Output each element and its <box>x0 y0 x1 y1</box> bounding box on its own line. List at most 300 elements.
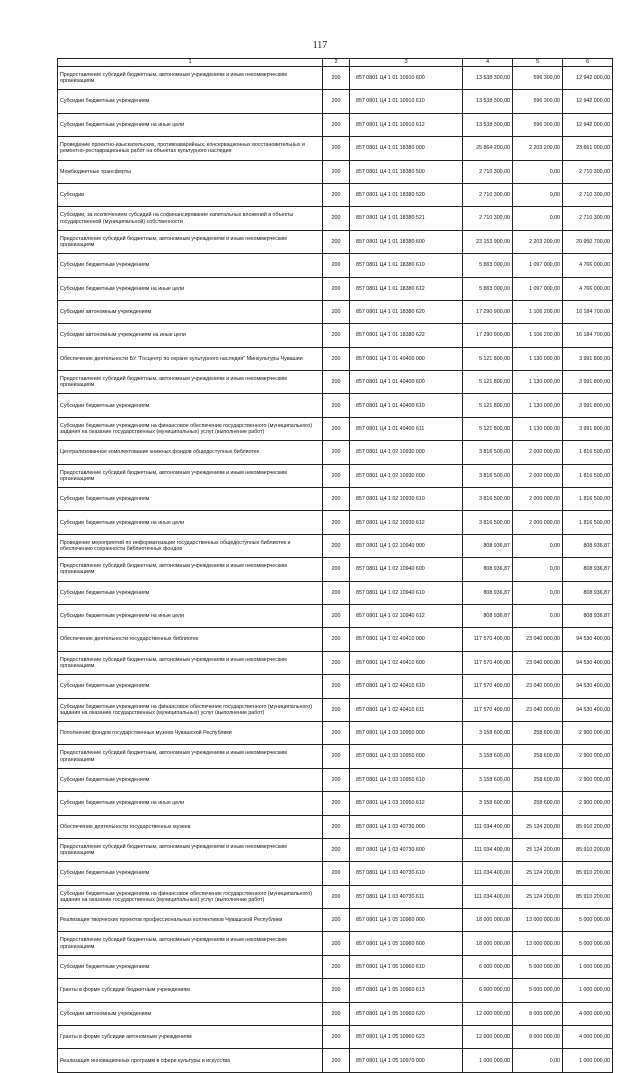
row-name: Субсидии бюджетным учреждениям <box>58 768 323 791</box>
table-row <box>58 932 613 955</box>
row-amount-total: 16 184 700,00 <box>563 324 613 347</box>
row-amount-change: 1 130 000,00 <box>513 347 563 370</box>
table-row <box>58 1049 613 1072</box>
row-amount-plan: 25 864 200,00 <box>463 137 513 160</box>
row-classification-code: 857 0801 Ц4 1 03 10950 612 <box>350 792 463 815</box>
column-header: 1 <box>58 59 323 67</box>
row-name: Субсидии автономным учреждениям <box>58 1002 323 1025</box>
row-amount-change: 258 600,00 <box>513 792 563 815</box>
row-classification-code: 857 0801 Ц4 1 02 10930 600 <box>350 464 463 487</box>
row-code: 200 <box>323 67 350 90</box>
row-code: 200 <box>323 277 350 300</box>
row-amount-plan: 6 000 000,00 <box>463 955 513 978</box>
row-amount-total: 94 530 400,00 <box>563 628 613 651</box>
row-amount-change: 23 040 000,00 <box>513 628 563 651</box>
row-amount-total: 3 991 800,00 <box>563 394 613 417</box>
row-name: Субсидии автономным учреждениям на иные цели <box>58 324 323 347</box>
row-amount-change: 1 097 000,00 <box>513 277 563 300</box>
row-amount-plan: 2 710 300,00 <box>463 207 513 230</box>
table-row <box>58 885 613 908</box>
row-name: Обеспечение деятельности государственных музеев <box>58 815 323 838</box>
table-row <box>58 488 613 511</box>
row-amount-change: 1 130 000,00 <box>513 417 563 440</box>
row-code: 200 <box>323 885 350 908</box>
row-amount-change: 8 000 000,00 <box>513 1002 563 1025</box>
row-amount-plan: 5 121 800,00 <box>463 417 513 440</box>
table-row <box>58 979 613 1002</box>
row-name: Субсидии бюджетным учреждениям на иные цели <box>58 277 323 300</box>
row-amount-plan: 808 936,87 <box>463 558 513 581</box>
row-classification-code: 857 0801 Ц4 1 01 18380 520 <box>350 183 463 206</box>
row-name: Субсидии бюджетным учреждениям <box>58 581 323 604</box>
row-classification-code: 857 0801 Ц4 1 05 10970 000 <box>350 1049 463 1072</box>
row-amount-total: 2 710 300,00 <box>563 183 613 206</box>
table-row <box>58 90 613 113</box>
row-name: Предоставление субсидий бюджетным, автономным учреждениям и иным некоммерческим организациям <box>58 371 323 394</box>
row-amount-plan: 3 816 500,00 <box>463 441 513 464</box>
row-amount-plan: 13 538 300,00 <box>463 113 513 136</box>
row-classification-code: 857 0801 Ц4 1 01 18380 521 <box>350 207 463 230</box>
row-classification-code: 857 0801 Ц4 1 01 18380 622 <box>350 324 463 347</box>
row-amount-change: 0,00 <box>513 1049 563 1072</box>
table-row <box>58 230 613 253</box>
row-code: 200 <box>323 347 350 370</box>
row-amount-change: 0,00 <box>513 534 563 557</box>
table-row <box>58 534 613 557</box>
row-amount-total: 4 000 000,00 <box>563 1002 613 1025</box>
table-row <box>58 347 613 370</box>
row-code: 200 <box>323 534 350 557</box>
row-amount-plan: 117 570 400,00 <box>463 675 513 698</box>
row-amount-change: 25 124 200,00 <box>513 838 563 861</box>
row-classification-code: 857 0801 Ц4 1 01 18380 612 <box>350 277 463 300</box>
row-name: Субсидии автономным учреждениям <box>58 300 323 323</box>
table-row <box>58 441 613 464</box>
table-row <box>58 815 613 838</box>
row-code: 200 <box>323 230 350 253</box>
row-amount-change: 23 040 000,00 <box>513 698 563 721</box>
row-name: Предоставление субсидий бюджетным, автономным учреждениям и иным некоммерческим организациям <box>58 838 323 861</box>
row-classification-code: 857 0801 Ц4 1 03 10950 610 <box>350 768 463 791</box>
row-amount-plan: 5 121 800,00 <box>463 347 513 370</box>
row-classification-code: 857 0801 Ц4 1 03 10950 000 <box>350 721 463 744</box>
row-classification-code: 857 0801 Ц4 1 05 10960 000 <box>350 909 463 932</box>
row-name: Субсидии бюджетным учреждениям <box>58 394 323 417</box>
row-name: Субсидии, за исключением субсидий на софинансирование капитальных вложений в объекты государственной (муниципальной) собственности <box>58 207 323 230</box>
row-amount-change: 1 097 000,00 <box>513 254 563 277</box>
row-amount-change: 258 600,00 <box>513 745 563 768</box>
row-name: Предоставление субсидий бюджетным, автономным учреждениям и иным некоммерческим организациям <box>58 651 323 674</box>
column-header: 3 <box>350 59 463 67</box>
row-amount-total: 2 900 000,00 <box>563 745 613 768</box>
row-amount-total: 1 000 000,00 <box>563 955 613 978</box>
row-code: 200 <box>323 113 350 136</box>
row-amount-plan: 117 570 400,00 <box>463 628 513 651</box>
row-amount-plan: 12 000 000,00 <box>463 1002 513 1025</box>
row-classification-code: 857 0801 Ц4 1 03 40730 000 <box>350 815 463 838</box>
row-code: 200 <box>323 511 350 534</box>
row-name: Субсидии бюджетным учреждениям на иные цели <box>58 511 323 534</box>
row-amount-change: 0,00 <box>513 160 563 183</box>
table-row <box>58 862 613 885</box>
row-name: Предоставление субсидий бюджетным, автономным учреждениям и иным некоммерческим организациям <box>58 932 323 955</box>
row-name: Реализация инновационных программ в сфере культуры и искусства <box>58 1049 323 1072</box>
column-header: 4 <box>463 59 513 67</box>
row-amount-plan: 2 710 300,00 <box>463 160 513 183</box>
row-name: Предоставление субсидий бюджетным, автономным учреждениям и иным некоммерческим организациям <box>58 67 323 90</box>
row-amount-plan: 13 538 300,00 <box>463 90 513 113</box>
row-classification-code: 857 0801 Ц4 1 01 10910 612 <box>350 113 463 136</box>
row-name: Субсидии бюджетным учреждениям на иные цели <box>58 113 323 136</box>
row-amount-total: 85 910 200,00 <box>563 838 613 861</box>
page-number: 117 <box>312 40 328 51</box>
row-amount-total: 3 991 800,00 <box>563 417 613 440</box>
row-amount-plan: 2 710 300,00 <box>463 183 513 206</box>
row-amount-change: 25 124 200,00 <box>513 815 563 838</box>
row-amount-total: 2 900 000,00 <box>563 792 613 815</box>
row-name: Проведение мероприятий по информатизации государственных общедоступных библиотек и обеспечению сохранности библиотечных фондов <box>58 534 323 557</box>
column-header: 2 <box>323 59 350 67</box>
row-name: Гранты в форме субсидии бюджетным учреждениям <box>58 979 323 1002</box>
row-amount-total: 23 661 000,00 <box>563 137 613 160</box>
row-code: 200 <box>323 300 350 323</box>
row-amount-total: 12 942 000,00 <box>563 67 613 90</box>
row-name: Обеспечение деятельности государственных библиотек <box>58 628 323 651</box>
row-classification-code: 857 0801 Ц4 1 02 40410 611 <box>350 698 463 721</box>
row-amount-plan: 808 936,87 <box>463 534 513 557</box>
row-amount-plan: 117 570 400,00 <box>463 698 513 721</box>
row-amount-plan: 111 034 400,00 <box>463 838 513 861</box>
row-amount-total: 4 766 000,00 <box>563 277 613 300</box>
row-classification-code: 857 0801 Ц4 1 02 10940 610 <box>350 581 463 604</box>
row-amount-total: 20 950 700,00 <box>563 230 613 253</box>
row-amount-total: 1 816 500,00 <box>563 441 613 464</box>
row-amount-total: 12 942 000,00 <box>563 113 613 136</box>
row-amount-change: 2 203 200,00 <box>513 230 563 253</box>
row-amount-plan: 6 000 000,00 <box>463 979 513 1002</box>
row-amount-total: 4 766 000,00 <box>563 254 613 277</box>
row-name: Предоставление субсидий бюджетным, автономным учреждениям и иным некоммерческим организациям <box>58 464 323 487</box>
table-row <box>58 838 613 861</box>
row-amount-plan: 808 936,87 <box>463 581 513 604</box>
row-amount-change: 8 000 000,00 <box>513 1026 563 1049</box>
row-name: Проведение проектно-изыскательских, противоаварийных, консервационных восстановительных и ремонтно-реставрационных работ на объектах культурного наследия <box>58 137 323 160</box>
row-code: 200 <box>323 955 350 978</box>
row-name: Субсидии бюджетным учреждениям <box>58 90 323 113</box>
row-code: 200 <box>323 324 350 347</box>
row-name: Субсидии бюджетным учреждениям на иные цели <box>58 604 323 627</box>
row-amount-change: 0,00 <box>513 207 563 230</box>
table-row <box>58 183 613 206</box>
table-row <box>58 1026 613 1049</box>
table-row <box>58 651 613 674</box>
table-row <box>58 207 613 230</box>
row-classification-code: 857 0801 Ц4 1 02 10930 612 <box>350 511 463 534</box>
table-row <box>58 792 613 815</box>
row-code: 200 <box>323 464 350 487</box>
row-amount-change: 2 000 000,00 <box>513 441 563 464</box>
row-name: Реализация творческих проектов профессиональных коллективов Чувашской Республики <box>58 909 323 932</box>
table-row <box>58 417 613 440</box>
row-code: 200 <box>323 604 350 627</box>
row-code: 200 <box>323 838 350 861</box>
row-amount-plan: 3 158 600,00 <box>463 768 513 791</box>
row-amount-plan: 1 000 000,00 <box>463 1049 513 1072</box>
row-amount-total: 3 991 800,00 <box>563 371 613 394</box>
row-amount-plan: 111 034 400,00 <box>463 885 513 908</box>
row-amount-change: 0,00 <box>513 183 563 206</box>
row-amount-plan: 3 816 500,00 <box>463 511 513 534</box>
row-classification-code: 857 0801 Ц4 1 02 40410 610 <box>350 675 463 698</box>
row-name: Субсидии бюджетным учреждениям на финансовое обеспечение государственного (муниципального) задания на оказание государственных (муниципальных) услуг (выполнение работ) <box>58 698 323 721</box>
row-amount-change: 258 600,00 <box>513 721 563 744</box>
row-code: 200 <box>323 183 350 206</box>
row-amount-total: 808 936,87 <box>563 534 613 557</box>
row-classification-code: 857 0801 Ц4 1 02 40410 000 <box>350 628 463 651</box>
row-amount-change: 23 040 000,00 <box>513 651 563 674</box>
column-header: 6 <box>563 59 613 67</box>
row-amount-total: 808 936,87 <box>563 581 613 604</box>
table-row <box>58 464 613 487</box>
row-code: 200 <box>323 90 350 113</box>
row-classification-code: 857 0801 Ц4 1 01 10910 600 <box>350 67 463 90</box>
row-amount-total: 808 936,87 <box>563 604 613 627</box>
row-amount-plan: 111 034 400,00 <box>463 815 513 838</box>
row-amount-total: 16 184 700,00 <box>563 300 613 323</box>
row-amount-plan: 13 538 300,00 <box>463 67 513 90</box>
row-amount-total: 2 900 000,00 <box>563 721 613 744</box>
row-amount-plan: 117 570 400,00 <box>463 651 513 674</box>
row-amount-change: 596 300,00 <box>513 67 563 90</box>
row-amount-plan: 808 936,87 <box>463 604 513 627</box>
row-amount-change: 5 000 000,00 <box>513 979 563 1002</box>
row-code: 200 <box>323 768 350 791</box>
row-amount-plan: 23 153 900,00 <box>463 230 513 253</box>
row-amount-change: 25 124 200,00 <box>513 885 563 908</box>
row-amount-total: 1 816 500,00 <box>563 464 613 487</box>
row-amount-change: 0,00 <box>513 604 563 627</box>
table-row <box>58 277 613 300</box>
row-classification-code: 857 0801 Ц4 1 01 40400 600 <box>350 371 463 394</box>
row-code: 200 <box>323 371 350 394</box>
row-classification-code: 857 0801 Ц4 1 01 40400 000 <box>350 347 463 370</box>
table-row <box>58 675 613 698</box>
row-name: Субсидии бюджетным учреждениям на иные цели <box>58 792 323 815</box>
table-row <box>58 511 613 534</box>
row-code: 200 <box>323 979 350 1002</box>
row-classification-code: 857 0801 Ц4 1 02 10930 610 <box>350 488 463 511</box>
row-amount-plan: 12 000 000,00 <box>463 1026 513 1049</box>
row-name: Гранты в форме субсидии автономным учреждениям <box>58 1026 323 1049</box>
table-row <box>58 745 613 768</box>
row-classification-code: 857 0801 Ц4 1 01 18380 500 <box>350 160 463 183</box>
row-classification-code: 857 0801 Ц4 1 01 10910 610 <box>350 90 463 113</box>
row-name: Субсидии бюджетным учреждениям <box>58 254 323 277</box>
row-amount-change: 13 000 000,00 <box>513 932 563 955</box>
row-code: 200 <box>323 628 350 651</box>
table-row <box>58 324 613 347</box>
row-amount-change: 13 000 000,00 <box>513 909 563 932</box>
row-amount-total: 4 000 000,00 <box>563 1026 613 1049</box>
table-row <box>58 371 613 394</box>
table-row <box>58 698 613 721</box>
row-classification-code: 857 0801 Ц4 1 02 40410 600 <box>350 651 463 674</box>
row-amount-total: 2 710 300,00 <box>563 160 613 183</box>
row-classification-code: 857 0801 Ц4 1 05 10960 620 <box>350 1002 463 1025</box>
row-classification-code: 857 0801 Ц4 1 03 40730 610 <box>350 862 463 885</box>
row-classification-code: 857 0801 Ц4 1 02 10940 000 <box>350 534 463 557</box>
row-amount-change: 2 000 000,00 <box>513 464 563 487</box>
row-amount-plan: 17 290 900,00 <box>463 324 513 347</box>
row-classification-code: 857 0801 Ц4 1 05 10960 623 <box>350 1026 463 1049</box>
row-classification-code: 857 0801 Ц4 1 03 40730 611 <box>350 885 463 908</box>
column-header: 5 <box>513 59 563 67</box>
table-row <box>58 160 613 183</box>
row-amount-total: 2 710 300,00 <box>563 207 613 230</box>
row-amount-plan: 5 863 000,00 <box>463 254 513 277</box>
row-classification-code: 857 0801 Ц4 1 02 10930 000 <box>350 441 463 464</box>
row-code: 200 <box>323 441 350 464</box>
row-classification-code: 857 0801 Ц4 1 01 18380 610 <box>350 254 463 277</box>
table-row <box>58 67 613 90</box>
row-classification-code: 857 0801 Ц4 1 01 40400 611 <box>350 417 463 440</box>
row-name: Предоставление субсидий бюджетным, автономным учреждениям и иным некоммерческим организациям <box>58 558 323 581</box>
row-amount-total: 94 530 400,00 <box>563 651 613 674</box>
row-classification-code: 857 0801 Ц4 1 01 40400 610 <box>350 394 463 417</box>
row-amount-plan: 111 034 400,00 <box>463 862 513 885</box>
row-amount-total: 1 000 000,00 <box>563 979 613 1002</box>
row-amount-total: 94 530 400,00 <box>563 698 613 721</box>
table-row <box>58 628 613 651</box>
table-row <box>58 581 613 604</box>
row-amount-total: 85 910 200,00 <box>563 862 613 885</box>
row-classification-code: 857 0801 Ц4 1 03 10950 600 <box>350 745 463 768</box>
row-amount-total: 85 910 200,00 <box>563 885 613 908</box>
row-amount-plan: 18 000 000,00 <box>463 932 513 955</box>
row-amount-total: 808 936,87 <box>563 558 613 581</box>
row-amount-total: 1 816 500,00 <box>563 488 613 511</box>
row-amount-plan: 17 290 900,00 <box>463 300 513 323</box>
row-classification-code: 857 0801 Ц4 1 01 18380 620 <box>350 300 463 323</box>
row-name: Субсидии бюджетным учреждениям <box>58 955 323 978</box>
row-code: 200 <box>323 558 350 581</box>
table-header-row <box>58 59 613 67</box>
row-code: 200 <box>323 721 350 744</box>
budget-table <box>57 58 613 1073</box>
row-code: 200 <box>323 1049 350 1072</box>
row-amount-total: 3 991 800,00 <box>563 347 613 370</box>
row-code: 200 <box>323 254 350 277</box>
row-amount-total: 2 900 000,00 <box>563 768 613 791</box>
row-classification-code: 857 0801 Ц4 1 05 10960 600 <box>350 932 463 955</box>
table-row <box>58 1002 613 1025</box>
row-name: Субсидии <box>58 183 323 206</box>
row-code: 200 <box>323 862 350 885</box>
row-code: 200 <box>323 792 350 815</box>
row-amount-plan: 5 121 800,00 <box>463 394 513 417</box>
row-name: Обеспечение деятельности БУ "Госцентр по охране культурного наследия" Минкультуры Чувашии <box>58 347 323 370</box>
row-amount-plan: 3 158 600,00 <box>463 721 513 744</box>
row-classification-code: 857 0801 Ц4 1 01 18380 000 <box>350 137 463 160</box>
row-amount-total: 1 000 000,00 <box>563 1049 613 1072</box>
row-amount-total: 12 942 000,00 <box>563 90 613 113</box>
row-code: 200 <box>323 137 350 160</box>
row-amount-change: 23 040 000,00 <box>513 675 563 698</box>
row-code: 200 <box>323 815 350 838</box>
table-row <box>58 137 613 160</box>
row-amount-change: 5 000 000,00 <box>513 955 563 978</box>
row-code: 200 <box>323 932 350 955</box>
row-amount-change: 2 000 000,00 <box>513 488 563 511</box>
row-name: Предоставление субсидий бюджетным, автономным учреждениям и иным некоммерческим организациям <box>58 230 323 253</box>
row-classification-code: 857 0801 Ц4 1 03 40730 600 <box>350 838 463 861</box>
row-amount-change: 596 300,00 <box>513 113 563 136</box>
row-code: 200 <box>323 1026 350 1049</box>
row-amount-total: 1 816 500,00 <box>563 511 613 534</box>
row-amount-change: 0,00 <box>513 581 563 604</box>
row-code: 200 <box>323 160 350 183</box>
row-amount-change: 1 106 200,00 <box>513 324 563 347</box>
row-code: 200 <box>323 909 350 932</box>
row-amount-total: 94 530 400,00 <box>563 675 613 698</box>
row-name: Субсидии бюджетным учреждениям на финансовое обеспечение государственного (муниципального) задания на оказание государственных (муниципальных) услуг (выполнение работ) <box>58 417 323 440</box>
table-row <box>58 909 613 932</box>
row-amount-plan: 3 816 500,00 <box>463 488 513 511</box>
row-code: 200 <box>323 675 350 698</box>
row-code: 200 <box>323 1002 350 1025</box>
row-amount-plan: 3 816 500,00 <box>463 464 513 487</box>
table-row <box>58 300 613 323</box>
row-name: Пополнение фондов государственных музеев Чувашской Республики <box>58 721 323 744</box>
row-name: Централизованное комплектование книжных фондов общедоступных библиотек <box>58 441 323 464</box>
row-amount-change: 0,00 <box>513 558 563 581</box>
row-classification-code: 857 0801 Ц4 1 01 18380 600 <box>350 230 463 253</box>
row-code: 200 <box>323 207 350 230</box>
row-classification-code: 857 0801 Ц4 1 02 10940 600 <box>350 558 463 581</box>
row-code: 200 <box>323 651 350 674</box>
row-name: Субсидии бюджетным учреждениям <box>58 488 323 511</box>
row-amount-plan: 5 863 000,00 <box>463 277 513 300</box>
row-amount-change: 2 203 200,00 <box>513 137 563 160</box>
table-row <box>58 768 613 791</box>
row-amount-change: 258 600,00 <box>513 768 563 791</box>
row-amount-plan: 5 121 800,00 <box>463 371 513 394</box>
row-code: 200 <box>323 581 350 604</box>
row-amount-plan: 3 158 600,00 <box>463 745 513 768</box>
row-amount-total: 85 910 200,00 <box>563 815 613 838</box>
row-classification-code: 857 0801 Ц4 1 05 10960 610 <box>350 955 463 978</box>
row-classification-code: 857 0801 Ц4 1 05 10960 613 <box>350 979 463 1002</box>
row-amount-change: 596 300,00 <box>513 90 563 113</box>
table-row <box>58 113 613 136</box>
table-row <box>58 721 613 744</box>
row-code: 200 <box>323 417 350 440</box>
row-name: Предоставление субсидий бюджетным, автономным учреждениям и иным некоммерческим организациям <box>58 745 323 768</box>
row-amount-plan: 18 000 000,00 <box>463 909 513 932</box>
row-name: Субсидии бюджетным учреждениям <box>58 675 323 698</box>
row-amount-change: 1 130 000,00 <box>513 371 563 394</box>
row-amount-change: 1 130 000,00 <box>513 394 563 417</box>
table-row <box>58 254 613 277</box>
table-row <box>58 604 613 627</box>
row-name: Субсидии бюджетным учреждениям <box>58 862 323 885</box>
row-code: 200 <box>323 698 350 721</box>
row-code: 200 <box>323 745 350 768</box>
row-amount-change: 25 124 200,00 <box>513 862 563 885</box>
table-row <box>58 558 613 581</box>
row-amount-total: 5 000 000,00 <box>563 932 613 955</box>
row-name: Межбюджетные трансферты <box>58 160 323 183</box>
